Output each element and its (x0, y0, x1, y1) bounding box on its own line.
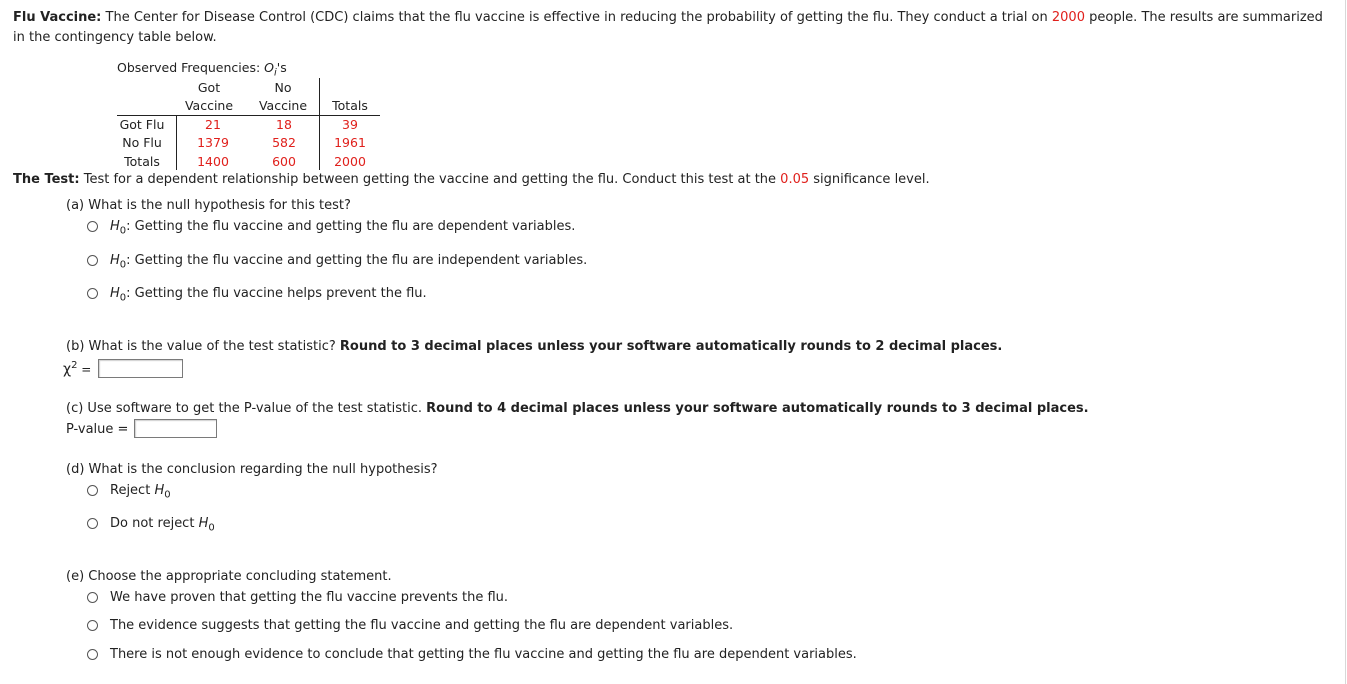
cell-no-flu-got-vaccine: 1379 (197, 135, 229, 150)
test-text-2: significance level. (809, 172, 930, 187)
col-header-totals: Totals (332, 98, 368, 113)
part-d-option-do-not-reject-label (110, 516, 215, 534)
table-totals-rule (319, 78, 320, 170)
part-e-option-2-text: The evidence suggests that getting the flu vaccine and getting the flu are dependent variables. (110, 618, 734, 633)
row-label-no-flu: No Flu (122, 135, 162, 150)
part-a-option-1-label (110, 219, 575, 237)
part-b-instruction: Round to 3 decimal places unless your software automatically rounds to 2 decimal places. (339, 339, 1003, 354)
right-border (1345, 0, 1346, 684)
part-a-option-1-text: : Getting the flu vaccine and getting the flu are dependent variables. (126, 219, 576, 234)
table-caption-suffix: 's (276, 60, 287, 75)
p-value-label: P-value = (66, 422, 129, 437)
part-d-option-reject-label (110, 483, 171, 501)
part-c-question-text: (c) Use software to get the P-value of the test statistic. (66, 401, 427, 416)
table-header-rule (117, 115, 380, 116)
part-d-option-do-not-reject-text: Do not reject (110, 516, 199, 531)
part-a-option-3-label (110, 286, 427, 304)
cell-grand-total: 2000 (334, 154, 366, 169)
problem-title: Flu Vaccine: (13, 10, 102, 25)
col-header-got-vaccine-1: Got (197, 80, 221, 95)
chi-square-label (63, 360, 91, 378)
part-e-option-3-text: There is not enough evidence to conclude that getting the flu vaccine and getting the flu are dependent variables. (110, 647, 857, 662)
test-statistic-input[interactable] (98, 359, 183, 378)
part-d-radio-reject[interactable] (87, 485, 98, 496)
chi-equals: = (77, 362, 92, 377)
chi-sup: 2 (71, 360, 78, 371)
chi-symbol: χ (63, 361, 72, 378)
part-a-radio-3[interactable] (87, 288, 98, 299)
col-header-no-vaccine-1: No (274, 80, 292, 95)
row-label-got-flu: Got Flu (119, 117, 165, 132)
part-d-option-reject-h-sub: 0 (164, 489, 171, 501)
table-caption-prefix: Observed Frequencies: (117, 60, 265, 75)
significance-level: 0.05 (780, 172, 810, 187)
part-b-question (66, 339, 1002, 354)
part-a-option-3-h-sub: 0 (119, 292, 127, 304)
problem-intro (13, 8, 1338, 48)
col-header-no-vaccine-2: Vaccine (258, 98, 308, 113)
cell-got-flu-total: 39 (342, 117, 358, 132)
table-left-rule (176, 115, 177, 170)
part-e-question: (e) Choose the appropriate concluding statement. (66, 569, 392, 584)
part-d-option-reject-text: Reject (110, 483, 155, 498)
cell-total-no-vaccine: 600 (272, 154, 296, 169)
part-b-question-text: (b) What is the value of the test statistic? (66, 339, 340, 354)
part-c-instruction: Round to 4 decimal places unless your software automatically rounds to 3 decimal places. (426, 401, 1089, 416)
part-e-radio-3[interactable] (87, 649, 98, 660)
table-caption-sub: i (274, 67, 277, 79)
part-a-option-1-h-sub: 0 (119, 225, 127, 237)
part-a-option-2-h: H (110, 253, 120, 268)
intro-text-1: The Center for Disease Control (CDC) claims that the flu vaccine is effective in reducing the probability of getting the flu. They conduct a trial on (101, 10, 1052, 25)
part-a-option-3-h: H (110, 286, 120, 301)
intro-text-2: people. The results are summarized in the contingency table below. (13, 10, 1323, 45)
part-c-question (66, 401, 1089, 416)
part-d-option-reject-h: H (154, 483, 165, 498)
test-label: The Test: (13, 172, 80, 187)
part-a-radio-2[interactable] (87, 255, 98, 266)
cell-total-got-vaccine: 1400 (197, 154, 229, 169)
sample-size: 2000 (1051, 10, 1085, 25)
part-d-option-do-not-reject-h: H (198, 516, 209, 531)
part-d-question: (d) What is the conclusion regarding the null hypothesis? (66, 462, 438, 477)
test-description (13, 172, 930, 187)
table-caption-var: O (264, 60, 274, 75)
col-header-got-vaccine-2: Vaccine (184, 98, 234, 113)
cell-got-flu-no-vaccine: 18 (276, 117, 292, 132)
cell-got-flu-got-vaccine: 21 (205, 117, 221, 132)
part-a-option-3-text: : Getting the flu vaccine helps prevent the flu. (126, 286, 427, 301)
part-a-radio-1[interactable] (87, 221, 98, 232)
part-d-option-do-not-reject-h-sub: 0 (208, 522, 215, 534)
p-value-input[interactable] (134, 419, 217, 438)
test-text-1: Test for a dependent relationship between getting the vaccine and getting the flu. Conduct this test at the (79, 172, 781, 187)
part-d-radio-do-not-reject[interactable] (87, 518, 98, 529)
part-e-option-1-text: We have proven that getting the flu vaccine prevents the flu. (110, 590, 509, 605)
row-label-totals: Totals (124, 154, 160, 169)
part-a-option-2-h-sub: 0 (119, 259, 127, 271)
cell-no-flu-no-vaccine: 582 (272, 135, 296, 150)
part-a-option-2-text: : Getting the flu vaccine and getting the flu are independent variables. (126, 253, 588, 268)
part-e-radio-1[interactable] (87, 592, 98, 603)
table-caption (117, 60, 287, 79)
part-a-question: (a) What is the null hypothesis for this test? (66, 198, 351, 213)
part-e-radio-2[interactable] (87, 620, 98, 631)
part-a-option-1-h: H (110, 219, 120, 234)
cell-no-flu-total: 1961 (334, 135, 366, 150)
part-a-option-2-label (110, 253, 587, 271)
